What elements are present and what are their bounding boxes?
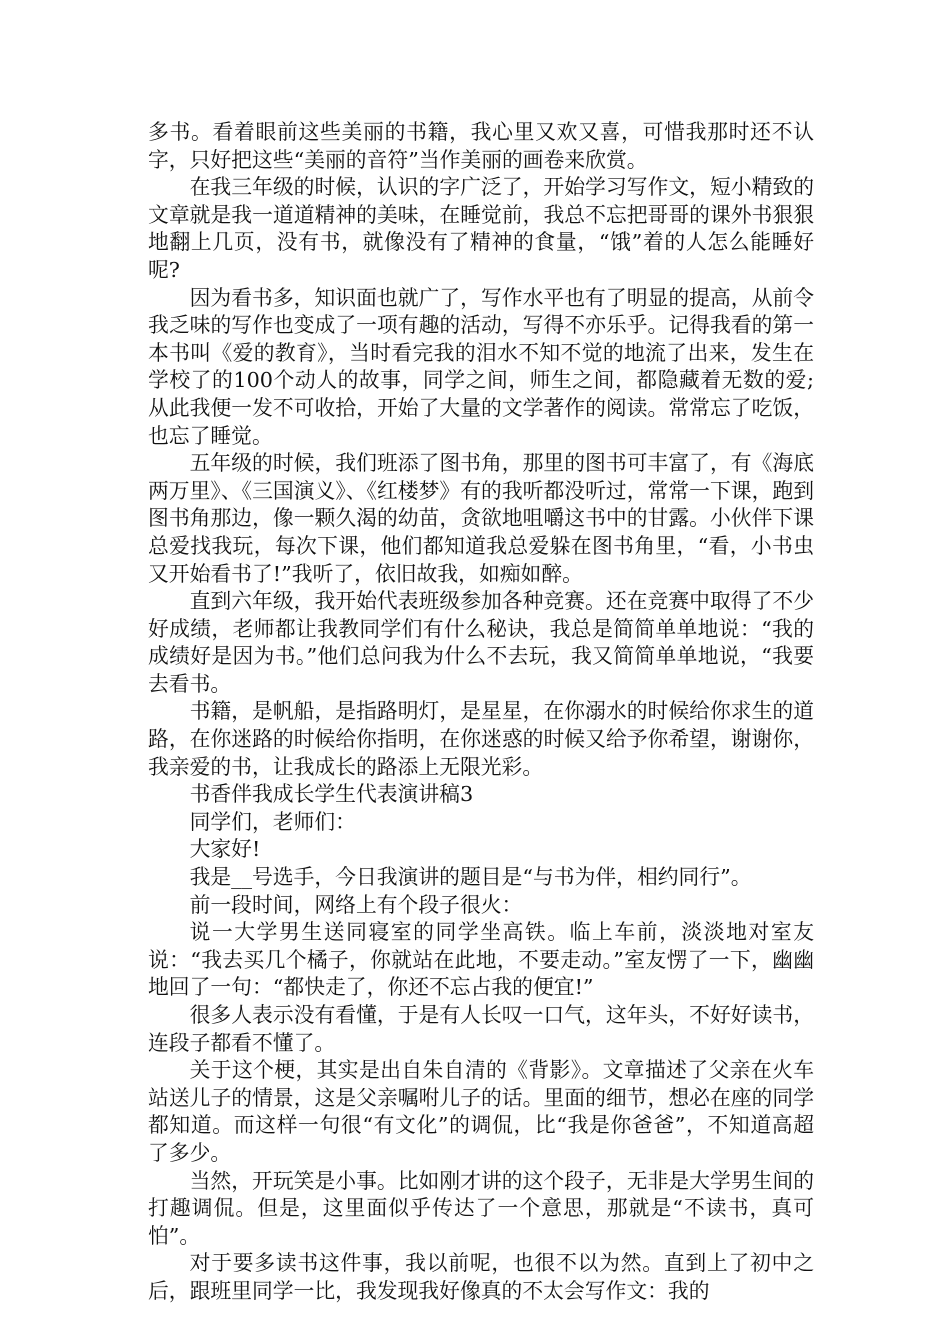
paragraph-origin: 关于这个梗，其实是出自朱自清的《背影》。文章描述了父亲在火车站送儿子的情景，这是父亲嘱咐儿子的话。里面的细节，想必在座的同学都知道。而这样一句很“有文化”的调侃，比“我是你爸爸”，不知道高超了多少。 [148,1058,814,1165]
paragraph-third-grade: 在我三年级的时候，认识的字广泛了，开始学习写作文，短小精致的文章就是我一道道精神的美味，在睡觉前，我总不忘把哥哥的课外书狠狠地翻上几页，没有书，就像没有了精神的食量，“饿”着的人怎么能睡好呢? [148,175,814,282]
paragraph-fifth-grade: 五年级的时候，我们班添了图书角，那里的图书可丰富了，有《海底两万里》、《三国演义》、《红楼梦》有的我听都没听过，常常一下课，跑到图书角那边，像一颗久渴的幼苗，贪欲地咀嚼这书中的甘露。小伙伴下课总爱找我玩，每次下课，他们都知道我总爱躲在图书角里，“看，小书虫又开始看书了!”我听了，依旧故我，如痴如醉。 [148,451,814,586]
paragraph-reading-benefits: 因为看书多，知识面也就广了，写作水平也有了明显的提高，从前令我乏味的写作也变成了一项有趣的活动，写得不亦乐乎。记得我看的第一本书叫《爱的教育》，当时看完我的泪水不知不觉的地流了出来，发生在学校了的100个动人的故事，同学之间，师生之间，都隐藏着无数的爱;从此我便一发不可收拾，开始了大量的文学著作的阅读。常常忘了吃饭，也忘了睡觉。 [148,285,814,448]
paragraph-reaction: 很多人表示没有看懂，于是有人长叹一口气，这年头，不好好读书，连段子都看不懂了。 [148,1003,814,1055]
paragraph-personal-experience: 对于要多读书这件事，我以前呢，也很不以为然。直到上了初中之后，跟班里同学一比，我发现我好像真的不太会写作文：我的 [148,1251,814,1303]
paragraph-joke: 说一大学男生送同寝室的同学坐高铁。临上车前，淡淡地对室友说：“我去买几个橘子，你就站在此地，不要走动。”室友愣了一下，幽幽地回了一句：“都快走了，你还不忘占我的便宜!” [148,920,814,1000]
greeting-hello: 大家好! [189,837,261,862]
paragraph-speech-topic: 我是__号选手，今日我演讲的题目是“与书为伴，相约同行”。 [189,865,752,890]
section-title: 书香伴我成长学生代表演讲稿3 [189,782,474,807]
document-page [148,119,814,1306]
greeting-audience: 同学们，老师们： [189,809,356,834]
paragraph-meaning: 当然，开玩笑是小事。比如刚才讲的这个段子，无非是大学男生间的打趣调侃。但是，这里面似乎传达了一个意思，那就是“不读书，真可怕”。 [148,1168,814,1248]
paragraph-books-metaphor: 书籍，是帆船，是指路明灯，是星星，在你溺水的时候给你求生的道路，在你迷路的时候给你指明，在你迷惑的时候又给予你希望，谢谢你，我亲爱的书，让我成长的路添上无限光彩。 [148,699,814,779]
paragraph-continuation: 多书。看着眼前这些美丽的书籍，我心里又欢又喜，可惜我那时还不认字，只好把这些“美丽的音符”当作美丽的画卷来欣赏。 [148,120,814,172]
paragraph-internet-joke-intro: 前一段时间，网络上有个段子很火： [189,892,523,917]
paragraph-sixth-grade: 直到六年级，我开始代表班级参加各种竞赛。还在竞赛中取得了不少好成绩，老师都让我教同学们有什么秘诀，我总是简简单单地说：“我的成绩好是因为书。”他们总问我为什么不去玩，我又简简单单地说，“我要去看书。 [148,589,814,696]
